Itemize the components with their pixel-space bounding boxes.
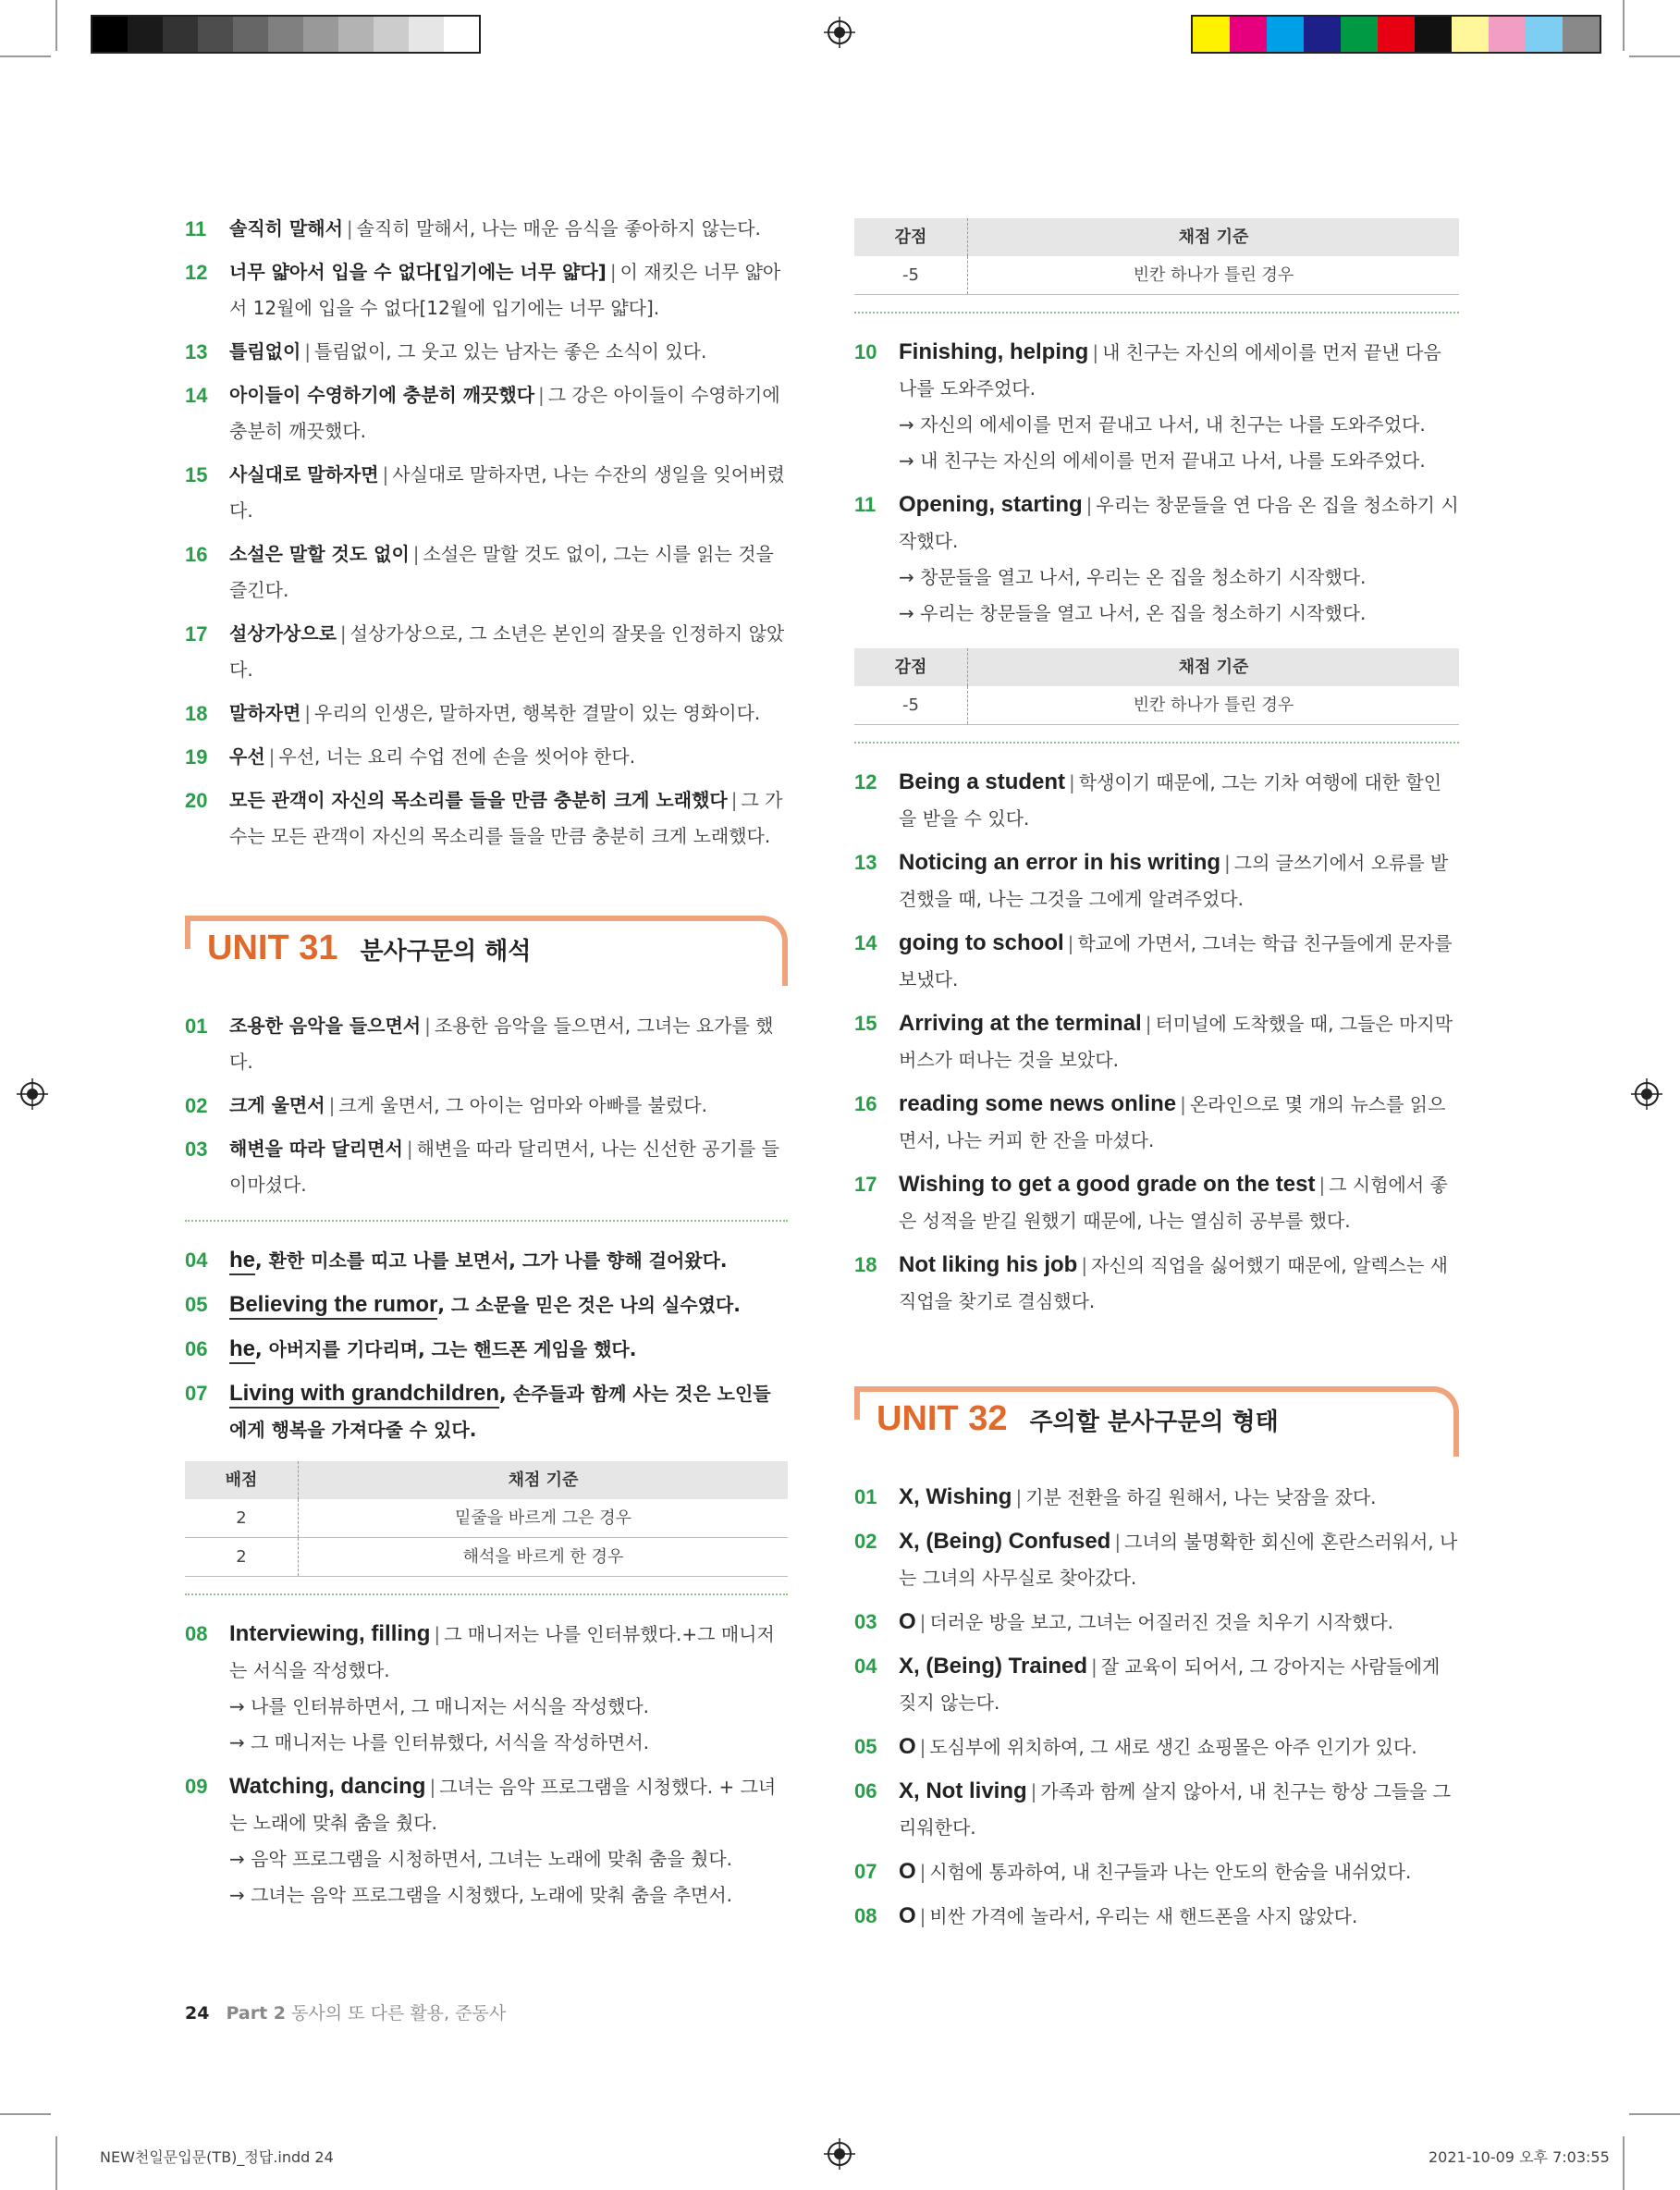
answer-key: Arriving at the terminal: [899, 1011, 1142, 1036]
right-column: [854, 218, 1459, 1942]
answer-item: [854, 1604, 1459, 1641]
separator: |: [268, 745, 276, 768]
registration-mark-icon: [1631, 1078, 1662, 1110]
answer-translation: 학생이기 때문에, 그는 기차 여행에 대한 할인을 받을 수 있다.: [899, 771, 1442, 830]
unit-title: 분사구문의 해석: [360, 938, 532, 966]
answer-key: 크게 울면서: [229, 1094, 325, 1116]
rewrite-line: → 내 친구는 자신의 에세이를 먼저 끝내고 나서, 나를 도와주었다.: [899, 449, 1426, 472]
item-number: 05: [185, 1293, 208, 1316]
item-number: 18: [854, 1253, 877, 1276]
answer-item: [854, 1898, 1459, 1935]
answer-item: [854, 1729, 1459, 1766]
answer-translation: 그 가수는 모든 관객이 자신의 목소리를 들을 만큼 충분히 크게 노래했다.: [229, 789, 783, 847]
table-cell: -5: [854, 256, 968, 295]
table-cell: 해석을 바르게 한 경우: [299, 1538, 789, 1577]
color-swatch: [128, 17, 163, 52]
table-cell: 2: [185, 1538, 299, 1577]
registration-mark-icon: [17, 1078, 48, 1110]
answer-item: [185, 616, 788, 688]
answer-item: [854, 764, 1459, 837]
separator: |: [1114, 1531, 1122, 1553]
separator: |: [412, 543, 420, 565]
answer-key: reading some news online: [899, 1091, 1177, 1116]
item-number: 14: [185, 384, 208, 407]
answer-translation: 시험에 통과하여, 내 친구들과 나는 안도의 한숨을 내쉬었다.: [929, 1861, 1412, 1883]
item-number: 16: [185, 543, 208, 566]
item-number: 03: [185, 1138, 208, 1161]
item-number: 05: [854, 1735, 877, 1758]
answer-item: [854, 1005, 1459, 1078]
color-swatch: [268, 17, 303, 52]
rewrite-line: → 자신의 에세이를 먼저 끝내고 나서, 내 친구는 나를 도와주었다.: [899, 413, 1426, 436]
separator: |: [339, 622, 347, 645]
answer-list: [854, 334, 1459, 632]
unit-title: 주의할 분사구문의 형태: [1029, 1409, 1279, 1436]
color-swatch: [1415, 17, 1452, 52]
sentence-rest: , 아버지를 기다리며, 그는 핸드폰 게임을 했다.: [255, 1338, 637, 1360]
color-swatch: [1526, 17, 1563, 52]
scoring-table: [854, 218, 1459, 295]
separator: |: [1224, 852, 1231, 874]
timestamp-slug: 2021-10-09 오후 7:03:55: [1429, 2148, 1610, 2166]
table-header: 감점: [854, 648, 968, 686]
dotted-divider: [185, 1593, 788, 1595]
table-cell: 밑줄을 바르게 그은 경우: [299, 1499, 789, 1538]
answer-list: [185, 1616, 788, 1913]
part-title: 동사의 또 다른 활용, 준동사: [291, 2003, 507, 2024]
trim-mark: [0, 55, 51, 57]
item-number: 08: [185, 1622, 208, 1645]
answer-item: [185, 782, 788, 855]
answer-item: [185, 1331, 788, 1368]
answer-sentence: [229, 1294, 741, 1316]
separator: |: [730, 789, 738, 811]
table-header: 감점: [854, 218, 968, 256]
answer-key: 조용한 음악을 들으면서: [229, 1015, 422, 1037]
item-number: 09: [185, 1775, 208, 1798]
separator: |: [434, 1623, 441, 1645]
item-number: 18: [185, 702, 208, 725]
answer-key: Noticing an error in his writing: [899, 850, 1221, 875]
answer-translation: 비싼 가격에 놀라서, 우리는 새 핸드폰을 사지 않았다.: [929, 1905, 1358, 1927]
trim-mark: [55, 2136, 57, 2190]
answer-translation: 솔직히 말해서, 나는 매운 음식을 좋아하지 않는다.: [356, 217, 761, 240]
color-swatch: [233, 17, 268, 52]
answer-key: Being a student: [899, 769, 1066, 794]
sentence-rest: , 환한 미소를 띠고 나를 보면서, 그가 나를 향해 걸어왔다.: [255, 1249, 728, 1272]
answer-translation: 그 강은 아이들이 수영하기에 충분히 깨끗했다.: [229, 384, 780, 442]
answer-item: [854, 1086, 1459, 1159]
answer-item: [854, 334, 1459, 479]
answer-list: [854, 764, 1459, 1320]
separator: |: [424, 1015, 431, 1037]
answer-item: [854, 844, 1459, 917]
item-number: 06: [185, 1337, 208, 1360]
item-number: 16: [854, 1092, 877, 1115]
answer-translation: 그녀는 음악 프로그램을 시청했다. + 그녀는 노래에 맞춰 춤을 췄다.: [229, 1776, 777, 1834]
answer-key: going to school: [899, 930, 1064, 955]
item-number: 01: [854, 1485, 877, 1508]
answer-list: [185, 1008, 788, 1203]
color-swatch: [1378, 17, 1415, 52]
answer-key: X, Not living: [899, 1778, 1027, 1803]
separator: |: [919, 1736, 926, 1758]
unit-label: UNIT 31: [207, 929, 338, 967]
trim-mark: [1623, 0, 1625, 51]
answer-key: Watching, dancing: [229, 1774, 426, 1799]
color-swatch: [1563, 17, 1600, 52]
separator: |: [429, 1776, 436, 1798]
rewrite-line: → 음악 프로그램을 시청하면서, 그녀는 노래에 맞춰 춤을 췄다.: [229, 1848, 733, 1870]
answer-list: [185, 211, 788, 855]
answer-translation: 설상가상으로, 그 소년은 본인의 잘못을 인정하지 않았다.: [229, 622, 785, 681]
answer-item: [185, 254, 788, 326]
scoring-table: [185, 1461, 788, 1577]
separator: |: [346, 217, 353, 240]
answer-translation: 기분 전환을 하길 원해서, 나는 낮잠을 잤다.: [1025, 1486, 1377, 1508]
item-number: 03: [854, 1610, 877, 1633]
item-number: 02: [185, 1094, 208, 1117]
answer-key: Not liking his job: [899, 1252, 1078, 1277]
answer-translation: 소설은 말할 것도 없이, 그는 시를 읽는 것을 즐긴다.: [229, 543, 774, 601]
answer-item: [185, 536, 788, 609]
table-row: [854, 256, 1459, 295]
separator: |: [1030, 1780, 1037, 1802]
answer-key: Finishing, helping: [899, 339, 1089, 364]
answer-translation: 가족과 함께 살지 않아서, 내 친구는 항상 그들을 그리워한다.: [899, 1780, 1452, 1839]
item-number: 04: [185, 1249, 208, 1272]
color-swatch: [198, 17, 233, 52]
answer-translation: 온라인으로 몇 개의 뉴스를 읽으면서, 나는 커피 한 잔을 마셨다.: [899, 1093, 1446, 1151]
color-swatch: [1230, 17, 1267, 52]
item-number: 08: [854, 1904, 877, 1927]
left-column: [185, 211, 788, 1921]
separator: |: [304, 340, 312, 363]
answer-translation: 우리는 창문들을 연 다음 온 집을 청소하기 시작했다.: [899, 494, 1459, 552]
answer-translation: 내 친구는 자신의 에세이를 먼저 끝낸 다음 나를 도와주었다.: [899, 341, 1441, 400]
answer-item: [854, 1648, 1459, 1721]
separator: |: [919, 1905, 926, 1927]
answer-translation: 이 재킷은 너무 얇아서 12월에 입을 수 없다[12월에 입기에는 너무 얇다].: [229, 261, 781, 319]
answer-item: [854, 486, 1459, 632]
answer-translation: 더러운 방을 보고, 그녀는 어질러진 것을 치우기 시작했다.: [929, 1611, 1393, 1633]
answer-key: 해변을 따라 달리면서: [229, 1138, 403, 1160]
separator: |: [1092, 341, 1099, 363]
answer-translation: 우리의 인생은, 말하자면, 행복한 결말이 있는 영화이다.: [314, 702, 761, 724]
item-number: 01: [185, 1015, 208, 1038]
item-number: 17: [185, 622, 208, 646]
separator: |: [1318, 1174, 1326, 1196]
answer-item: [185, 211, 788, 247]
color-swatch: [303, 17, 338, 52]
color-swatch: [1489, 17, 1526, 52]
color-swatch: [374, 17, 409, 52]
answer-list: [854, 1479, 1459, 1935]
separator: |: [1081, 1254, 1088, 1276]
color-swatch: [1341, 17, 1378, 52]
table-cell: 빈칸 하나가 틀린 경우: [968, 686, 1460, 725]
answer-key: 모든 관객이 자신의 목소리를 들을 만큼 충분히 크게 노래했다: [229, 789, 728, 811]
item-number: 19: [185, 745, 208, 769]
answer-key: 우선: [229, 745, 265, 768]
underlined-subject: he: [229, 1248, 255, 1275]
separator: |: [1069, 771, 1075, 794]
answer-key: O: [899, 1859, 916, 1884]
separator: |: [1015, 1486, 1023, 1508]
answer-item: [185, 1242, 788, 1279]
answer-item: [185, 1616, 788, 1761]
answer-sentence: [229, 1338, 636, 1360]
registration-mark-icon: [824, 17, 855, 48]
answer-item: [185, 1131, 788, 1203]
sentence-rest: , 그 소문을 믿은 것은 나의 실수였다.: [437, 1294, 741, 1316]
item-number: 20: [185, 789, 208, 812]
color-swatch: [409, 17, 444, 52]
trim-mark: [1629, 55, 1680, 57]
table-row: [854, 686, 1459, 725]
separator: |: [1145, 1013, 1152, 1035]
page-number: 24: [185, 2003, 210, 2024]
answer-key: 아이들이 수영하기에 충분히 깨끗했다: [229, 384, 535, 406]
answer-item: [854, 1773, 1459, 1846]
answer-key: O: [899, 1903, 916, 1928]
answer-item: [185, 1286, 788, 1323]
item-number: 06: [854, 1779, 877, 1802]
answer-list: [185, 1242, 788, 1448]
answer-translation: 그 매니저는 나를 인터뷰했다.+그 매니저는 서식을 작성했다.: [229, 1623, 775, 1681]
answer-key: X, Wishing: [899, 1484, 1012, 1509]
answer-translation: 사실대로 말하자면, 나는 수잔의 생일을 잊어버렸다.: [229, 463, 785, 522]
file-slug: NEW천일문입문(TB)_정답.indd 24: [100, 2148, 334, 2166]
table-row: [185, 1538, 788, 1577]
gray-calibration-bar: [91, 15, 481, 54]
separator: |: [328, 1094, 336, 1116]
answer-key: X, (Being) Confused: [899, 1529, 1111, 1554]
color-swatch: [92, 17, 128, 52]
trim-mark: [55, 0, 57, 51]
answer-translation: 우선, 너는 요리 수업 전에 손을 씻어야 한다.: [278, 745, 636, 768]
separator: |: [609, 261, 617, 283]
rewrite-line: → 창문들을 열고 나서, 우리는 온 집을 청소하기 시작했다.: [899, 566, 1367, 588]
answer-key: 소설은 말할 것도 없이: [229, 543, 410, 565]
page-footer: [185, 1999, 506, 2024]
answer-key: O: [899, 1734, 916, 1759]
item-number: 10: [854, 340, 877, 363]
table-cell: 2: [185, 1499, 299, 1538]
answer-item: [185, 739, 788, 775]
answer-translation: 잘 교육이 되어서, 그 강아지는 사람들에게 짖지 않는다.: [899, 1655, 1441, 1714]
answer-sentence: [229, 1383, 771, 1441]
scoring-table: [854, 648, 1459, 725]
underlined-subject: Believing the rumor: [229, 1292, 437, 1320]
rewrite-line: → 우리는 창문들을 열고 나서, 온 집을 청소하기 시작했다.: [899, 602, 1367, 624]
table-header: 채점 기준: [299, 1461, 789, 1499]
separator: |: [919, 1861, 926, 1883]
item-number: 14: [854, 931, 877, 954]
item-number: 11: [854, 493, 877, 516]
answer-translation: 그의 글쓰기에서 오류를 발견했을 때, 나는 그것을 그에게 알려주었다.: [899, 852, 1449, 910]
table-cell: -5: [854, 686, 968, 725]
part-label: Part 2: [226, 2003, 287, 2024]
separator: |: [382, 463, 389, 486]
item-number: 07: [185, 1382, 208, 1405]
table-header: 채점 기준: [968, 218, 1460, 256]
separator: |: [406, 1138, 413, 1160]
separator: |: [304, 702, 312, 724]
table-row: [185, 1499, 788, 1538]
separator: |: [1067, 932, 1074, 954]
answer-item: [854, 1247, 1459, 1320]
table-cell: 빈칸 하나가 틀린 경우: [968, 256, 1460, 295]
color-swatch: [444, 17, 479, 52]
separator: |: [1085, 494, 1093, 516]
answer-item: [854, 925, 1459, 998]
answer-sentence: [229, 1249, 728, 1272]
color-swatch: [338, 17, 374, 52]
registration-mark-icon: [824, 2138, 855, 2170]
underlined-subject: Living with grandchildren: [229, 1381, 499, 1409]
answer-item: [185, 695, 788, 732]
answer-translation: 도심부에 위치하여, 그 새로 생긴 쇼핑몰은 아주 인기가 있다.: [929, 1736, 1417, 1758]
color-swatch: [1193, 17, 1230, 52]
answer-key: 틀림없이: [229, 340, 301, 363]
item-number: 11: [185, 217, 207, 240]
answer-item: [854, 1479, 1459, 1516]
answer-key: 설상가상으로: [229, 622, 337, 645]
color-swatch: [163, 17, 198, 52]
answer-key: Opening, starting: [899, 492, 1083, 517]
answer-translation: 그 시험에서 좋은 성적을 받길 원했기 때문에, 나는 열심히 공부를 했다.: [899, 1174, 1448, 1232]
underlined-subject: he: [229, 1336, 255, 1364]
answer-item: [854, 1166, 1459, 1239]
color-swatch: [1304, 17, 1341, 52]
separator: |: [919, 1611, 926, 1633]
answer-translation: 터미널에 도착했을 때, 그들은 마지막 버스가 떠나는 것을 보았다.: [899, 1013, 1453, 1071]
item-number: 15: [185, 463, 208, 486]
unit-label: UNIT 32: [877, 1399, 1008, 1438]
answer-item: [854, 1523, 1459, 1596]
dotted-divider: [185, 1220, 788, 1222]
separator: |: [1091, 1655, 1098, 1678]
answer-key: 솔직히 말해서: [229, 217, 343, 240]
rewrite-line: → 그 매니저는 나를 인터뷰했다, 서식을 작성하면서.: [229, 1731, 650, 1753]
answer-item: [185, 1768, 788, 1913]
answer-key: 말하자면: [229, 702, 301, 724]
item-number: 13: [854, 851, 877, 874]
item-number: 07: [854, 1860, 877, 1883]
trim-mark: [1629, 2113, 1680, 2115]
item-number: 12: [185, 261, 208, 284]
color-swatch: [1452, 17, 1489, 52]
answer-item: [185, 1008, 788, 1080]
answer-key: O: [899, 1609, 916, 1634]
item-number: 15: [854, 1012, 877, 1035]
answer-item: [854, 1853, 1459, 1890]
color-calibration-bar: [1191, 15, 1601, 54]
answer-translation: 자신의 직업을 싫어했기 때문에, 알렉스는 새 직업을 찾기로 결심했다.: [899, 1254, 1448, 1312]
unit-31-header: [185, 916, 788, 986]
item-number: 04: [854, 1655, 877, 1678]
answer-key: 너무 얇아서 입을 수 없다[입기에는 너무 얇다]: [229, 261, 607, 283]
separator: |: [1180, 1093, 1186, 1115]
trim-mark: [0, 2113, 51, 2115]
answer-key: 사실대로 말하자면: [229, 463, 379, 486]
dotted-divider: [854, 742, 1459, 744]
answer-key: Interviewing, filling: [229, 1621, 431, 1646]
answer-item: [185, 1375, 788, 1448]
answer-translation: 조용한 음악을 들으면서, 그녀는 요가를 했다.: [229, 1015, 774, 1073]
rewrite-line: → 그녀는 음악 프로그램을 시청했다, 노래에 맞춰 춤을 추면서.: [229, 1884, 733, 1906]
item-number: 17: [854, 1173, 877, 1196]
dotted-divider: [854, 312, 1459, 314]
rewrite-line: → 나를 인터뷰하면서, 그 매니저는 서식을 작성했다.: [229, 1695, 650, 1717]
answer-item: [185, 457, 788, 529]
answer-item: [185, 1088, 788, 1124]
answer-translation: 그녀의 불명확한 회신에 혼란스러워서, 나는 그녀의 사무실로 찾아갔다.: [899, 1531, 1458, 1589]
item-number: 13: [185, 340, 208, 363]
sentence-rest: , 손주들과 함께 사는 것은 노인들에게 행복을 가져다줄 수 있다.: [229, 1383, 771, 1441]
item-number: 02: [854, 1530, 877, 1553]
unit-32-header: [854, 1386, 1459, 1457]
answer-translation: 학교에 가면서, 그녀는 학급 친구들에게 문자를 보냈다.: [899, 932, 1453, 990]
separator: |: [538, 384, 545, 406]
table-header: 배점: [185, 1461, 299, 1499]
answer-translation: 크게 울면서, 그 아이는 엄마와 아빠를 불렀다.: [338, 1094, 707, 1116]
answer-key: X, (Being) Trained: [899, 1654, 1088, 1679]
answer-item: [185, 334, 788, 370]
answer-translation: 해변을 따라 달리면서, 나는 신선한 공기를 들이마셨다.: [229, 1138, 779, 1196]
item-number: 12: [854, 770, 877, 794]
answer-key: Wishing to get a good grade on the test: [899, 1172, 1316, 1197]
color-swatch: [1267, 17, 1304, 52]
table-header: 채점 기준: [968, 648, 1460, 686]
answer-translation: 틀림없이, 그 웃고 있는 남자는 좋은 소식이 있다.: [314, 340, 707, 363]
trim-mark: [1623, 2136, 1625, 2190]
answer-item: [185, 377, 788, 449]
